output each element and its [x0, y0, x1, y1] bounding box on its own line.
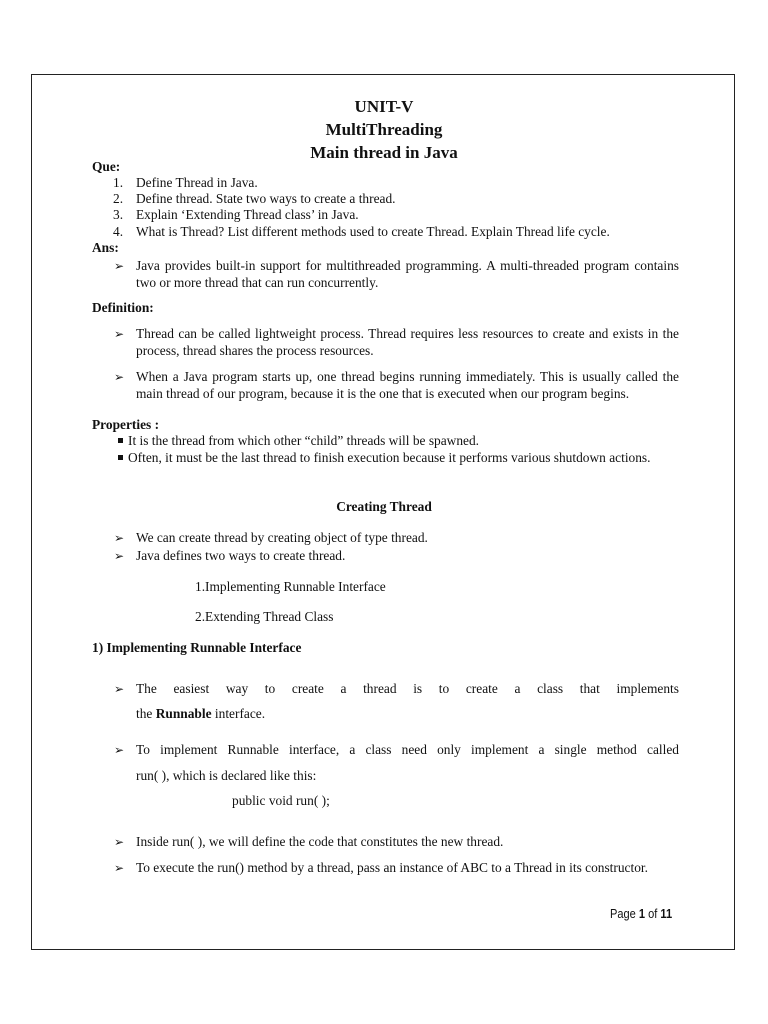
questions-label: Que: [92, 159, 121, 174]
answer-label: Ans: [92, 240, 119, 255]
creating-text: We can create thread by creating object of type thread. [136, 530, 428, 545]
arrow-bullet-icon: ➢ [114, 549, 125, 563]
arrow-bullet-icon: ➢ [114, 327, 125, 341]
square-bullet-icon [118, 438, 123, 443]
page-number [610, 906, 672, 923]
runnable-text: To implement Runnable interface, a class need only implement a single method called [136, 742, 679, 757]
definition-text: Thread can be called lightweight process. Thread requires less resources to create and exists in the process, thread shares the process resources. [136, 326, 679, 358]
question-number: 1. [113, 175, 124, 190]
way-item: 2.Extending Thread Class [195, 609, 334, 624]
question-text: What is Thread? List different methods used to create Thread. Explain Thread life cycle. [136, 224, 610, 239]
arrow-bullet-icon: ➢ [114, 370, 125, 384]
runnable-text: Inside run( ), we will define the code that constitutes the new thread. [136, 834, 504, 849]
question-text: Define Thread in Java. [136, 175, 258, 190]
answer-text: Java provides built-in support for multithreaded programming. A multi-threaded program contains two or more thread that can run concurrently. [136, 258, 679, 290]
unit-title: UNIT-V [354, 97, 414, 116]
page-of: of [648, 906, 658, 921]
property-text: It is the thread from which other “child” threads will be spawned. [128, 433, 480, 448]
runnable-keyword: Runnable [155, 706, 212, 721]
creating-text: Java defines two ways to create thread. [136, 548, 346, 563]
arrow-bullet-icon: ➢ [114, 835, 125, 849]
runnable-text-post: interface. [214, 706, 266, 721]
question-number: 2. [113, 191, 124, 206]
page-total: 11 [660, 906, 673, 921]
runnable-text [136, 706, 265, 723]
topic-title: MultiThreading [325, 120, 443, 139]
runnable-text: To execute the run() method by a thread, pass an instance of ABC to a Thread in its constructor. [136, 860, 648, 875]
properties-label: Properties : [92, 417, 160, 432]
question-text: Explain ‘Extending Thread class’ in Java. [136, 207, 359, 222]
arrow-bullet-icon: ➢ [114, 743, 125, 757]
code-snippet: public void run( ); [232, 793, 330, 808]
subtitle: Main thread in Java [310, 143, 458, 162]
runnable-text-pre: the [136, 706, 153, 721]
arrow-bullet-icon: ➢ [114, 259, 125, 273]
definition-text: When a Java program starts up, one thread begins running immediately. This is usually called the main thread of our program, because it is the one that is executed when our program begins. [136, 369, 679, 401]
question-text: Define thread. State two ways to create a thread. [136, 191, 396, 206]
runnable-heading: 1) Implementing Runnable Interface [92, 640, 302, 655]
property-text: Often, it must be the last thread to finish execution because it performs various shutdown actions. [128, 450, 651, 465]
runnable-text: run( ), which is declared like this: [136, 768, 317, 783]
definition-label: Definition: [92, 300, 154, 315]
way-item: 1.Implementing Runnable Interface [195, 579, 386, 594]
page-word: Page [610, 906, 636, 921]
question-number: 3. [113, 207, 124, 222]
arrow-bullet-icon: ➢ [114, 682, 125, 696]
page-current: 1 [638, 906, 646, 921]
creating-heading: Creating Thread [336, 499, 432, 514]
square-bullet-icon [118, 455, 123, 460]
question-number: 4. [113, 224, 124, 239]
runnable-text: The easiest way to create a thread is to create a class that implements [136, 681, 679, 696]
arrow-bullet-icon: ➢ [114, 531, 125, 545]
arrow-bullet-icon: ➢ [114, 861, 125, 875]
